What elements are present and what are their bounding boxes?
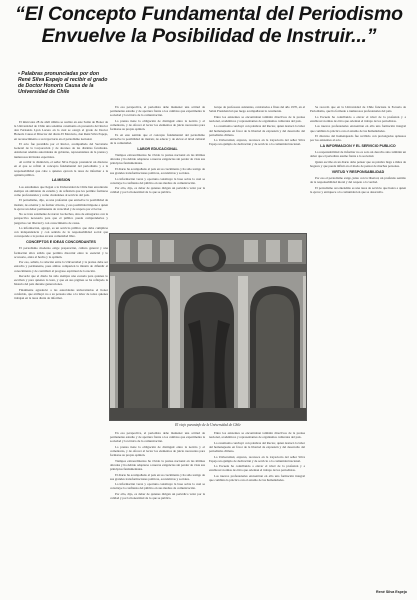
paragraph: Los nuevos profesionales encuentran en ella una formación integral que combina la práctica con el estudio de las humanidades. — [310, 124, 406, 133]
paragraph: El periodismo así entendido es una tarea de servicio que honra a quien la ejerce y enriquece a la comunidad en que se desarrolla. — [310, 185, 406, 194]
paragraph: La información, agregó, es un servicio público que debe cumplirse con independencia y con sentido de la responsabilidad social que corresponde a la prensa en una comunidad libre. — [14, 226, 108, 239]
headline-line-2: Envuelve la Posibilidad de Instruir...” — [41, 25, 377, 47]
subheading: VIRTUD Y RESPONSABILIDAD — [331, 169, 385, 174]
paragraph: Por eso, señaló, la relación entre la Universidad y la prensa debe ser estrecha y permanente, pues ambas comparten la misión de difundir el conocimiento y de contribuir al progreso espiritual de la nación. — [14, 260, 108, 273]
photo-caption: El viejo paraninfo de la Universidad de Chile — [175, 423, 241, 427]
paragraph: Tiempos extraordinarios ha vivido la prensa nacional en las últimas décadas y ha debido adaptarse a nuevas exigencias sin perder de vista sus principios fundamentales. — [110, 152, 205, 166]
paragraph: Los nuevos profesionales encuentran en ella una formación integral que combina la práctica con el estudio de las humanidades. — [209, 473, 305, 483]
subheading: LABOR EDUCACIONAL — [137, 146, 178, 151]
paragraph: Es en este sentido que el concepto fundamental del periodismo envuelve la posibilidad de instruir, de educar y de elevar el nivel cultural de la comunidad. — [110, 132, 205, 146]
subheading: LA MISION — [51, 178, 71, 183]
paraninfo-photo — [109, 233, 307, 421]
subheading: LA INFORMACION Y EL SERVICIO PUBLICO — [320, 143, 396, 148]
paragraph: En esa perspectiva, el periodista debe mantener una actitud de permanente estudio y de apertura frente a los cambios que experimenta la sociedad y la técnica de la comunicación. — [110, 105, 205, 118]
author-signature: René Silva Espejo — [376, 590, 407, 594]
paragraph: La responsabilidad de informar no es solo un derecho sino también un deber que el periodista asume frente a la sociedad. — [310, 150, 406, 159]
paraninfo-illustration — [110, 234, 307, 421]
paragraph: El periodismo moderno exige preparación, cultura general y una formación ética sólida que permita discernir entre lo esencial y lo accesorio, entre el hecho y la opinión. — [14, 246, 108, 259]
article-column-4 — [310, 105, 406, 587]
headline — [8, 3, 410, 47]
article-column-1 — [14, 120, 108, 588]
paragraph: La información veraz y oportuna constituye la base sobre la cual se construye la confianza del público en sus medios de comunicación. — [110, 482, 205, 491]
paragraph: No se trata solamente de narrar los hechos, sino de entregarlos con la perspectiva necesaria para que el público pueda comprenderlos y juzgarlos con libertad y con conocimiento de causa. — [14, 212, 108, 225]
paragraph: Finalmente agradeció a las autoridades universitarias el honor conferido, que atribuyó no a su persona sino a la labor de todos quienes trabajan en la tarea diaria de informar. — [14, 288, 108, 301]
paragraph: Tiempos extraordinarios ha vivido la prensa nacional en las últimas décadas y ha debido adaptarse a nuevas exigencias sin perder de vista sus principios fundamentales. — [110, 458, 205, 472]
paragraph: Los estudiantes que llegan a la Universidad de Chile han encontrado siempre un ambiente de estudio y de reflexión que les permite formarse como profesionales y como ciudadanos al servicio del país. — [14, 184, 108, 197]
paragraph: El acto fue presidido por el Rector, acompañado del Secretario General de la Corporación y de decanos de las distintas facultades. Asistieron además autoridades de gobierno, representantes de la prensa y numerosos invitados especiales. — [14, 142, 108, 159]
paragraph: Grupo de profesores asistentes, contratados a fines del año 1970, en el Salón Presidencial que luego acompañaron la ceremonia. — [209, 105, 305, 114]
paragraph: Recordó que el diario ha sido siempre una escuela para quienes lo escriben y para quienes lo leen, y que en sus páginas se ha reflejado la historia del país durante generaciones. — [14, 274, 108, 287]
paragraph: Por eso el periodismo exige, junto con la libertad, un profundo sentido de la responsabilidad moral y del respeto a la verdad. — [310, 176, 406, 185]
article-column-5 — [110, 431, 205, 588]
article-column-2 — [110, 105, 205, 229]
paragraph: En esa perspectiva, el periodista debe mantener una actitud de permanente estudio y de apertura frente a los cambios que experimenta la sociedad y la técnica de la comunicación. — [110, 431, 205, 444]
paragraph: La Universidad, expresó, reconoce en la trayectoria del señor Silva Espejo un ejemplo de dedicación y de servicio a la comunidad nacional. — [209, 454, 305, 463]
paragraph: El miércoles 28 de abril último se realizó en este Salón de Honor de la Universidad de Chile una solemne ceremonia en presencia del Rector don Fernando Lyon Lucero en la cual se otorgó el grado de Doctor Honoris Causa al Director del diario El Mercurio, don René Silva Espejo, en reconocimiento a su trayectoria en el periodismo nacional. — [14, 120, 108, 141]
subheading: CONCEPTOS E IDEAS CONCORDANTES — [26, 240, 96, 245]
paragraph: La información veraz y oportuna constituye la base sobre la cual se construye la confianza del público en sus medios de comunicación. — [110, 176, 205, 185]
paragraph: La prensa tiene la obligación de distinguir entre la noticia y el comentario, y de ofrecer al lector los elementos de juicio necesarios para formarse su propia opinión. — [110, 444, 205, 458]
article-column-6 — [209, 431, 305, 588]
paragraph: Entre los asistentes se encontraban también directivos de la prensa nacional, académicos y representantes de organismos culturales del país. — [209, 114, 305, 123]
paragraph: Por ello, dijo, es deber de quienes dirigen un periódico velar por la calidad y por la honestidad de lo que se publica. — [110, 186, 205, 195]
paragraph: La ceremonia concluyó con palabras del Rector, quien destacó la labor del homenajeado en favor de la libertad de expresión y del desarrollo del periodismo chileno. — [209, 124, 305, 137]
paragraph: La Escuela ha contribuido a elevar el nivel de la profesión y a establecer normas de ética que orientan el trabajo de los periodistas. — [209, 464, 305, 473]
paragraph: Al recibir la distinción, el señor Silva Espejo pronunció un discurso en el que se refirió al concepto fundamental del periodismo y a la responsabilidad que cabe a quienes ejercen la tarea de informar a la opinión pública. — [14, 160, 108, 177]
headline-line-1: “El Concepto Fundamental del Periodismo — [15, 3, 403, 25]
paragraph: Entre los asistentes se encontraban también directivos de la prensa nacional, académicos y representantes de organismos culturales del país. — [209, 431, 305, 440]
paragraph: El periodismo, dijo, es una profesión que envuelve la posibilidad de instruir, de orientar y de formar criterio, y esa posibilidad impone a quien la ejerce un deber permanente de veracidad y de respeto por el lector. — [14, 198, 108, 211]
paragraph: El discurso del homenajeado fue recibido con prolongados aplausos por los asistentes al acto. — [310, 134, 406, 143]
paragraph: Por ello, dijo, es deber de quienes dirigen un periódico velar por la calidad y por la honestidad de lo que se publica. — [110, 491, 205, 501]
paragraph: Quien escribe en un diario debe pensar que su palabra llega a miles de hogares y que puede influir en el modo de pensar de muchas personas. — [310, 159, 406, 169]
paragraph: El diario ha acompañado al país en su crecimiento y ha sido testigo de sus grandes transformaciones políticas, económicas y sociales. — [110, 472, 205, 481]
paragraph: La Universidad, expresó, reconoce en la trayectoria del señor Silva Espejo un ejemplo de dedicación y de servicio a la comunidad nacional. — [209, 138, 305, 147]
paragraph: Se recordó que en la Universidad de Chile funciona la Escuela de Periodismo, que ha formado a numerosos profesionales del país. — [310, 105, 406, 114]
article-column-3 — [209, 105, 305, 229]
paragraph: La ceremonia concluyó con palabras del Rector, quien destacó la labor del homenajeado en favor de la libertad de expresión y del desarrollo del periodismo chileno. — [209, 440, 305, 454]
paragraph: La prensa tiene la obligación de distinguir entre la noticia y el comentario, y de ofrecer al lector los elementos de juicio necesarios para formarse su propia opinión. — [110, 118, 205, 132]
standfirst: • Palabras pronunciadas por don René Silva Espejo al recibir el grado de Doctor Honoris Causa de la Universidad de Chile — [18, 71, 108, 96]
paragraph: El diario ha acompañado al país en su crecimiento y ha sido testigo de sus grandes transformaciones políticas, económicas y sociales. — [110, 166, 205, 175]
paragraph: La Escuela ha contribuido a elevar el nivel de la profesión y a establecer normas de ética que orientan el trabajo de los periodistas. — [310, 114, 406, 123]
